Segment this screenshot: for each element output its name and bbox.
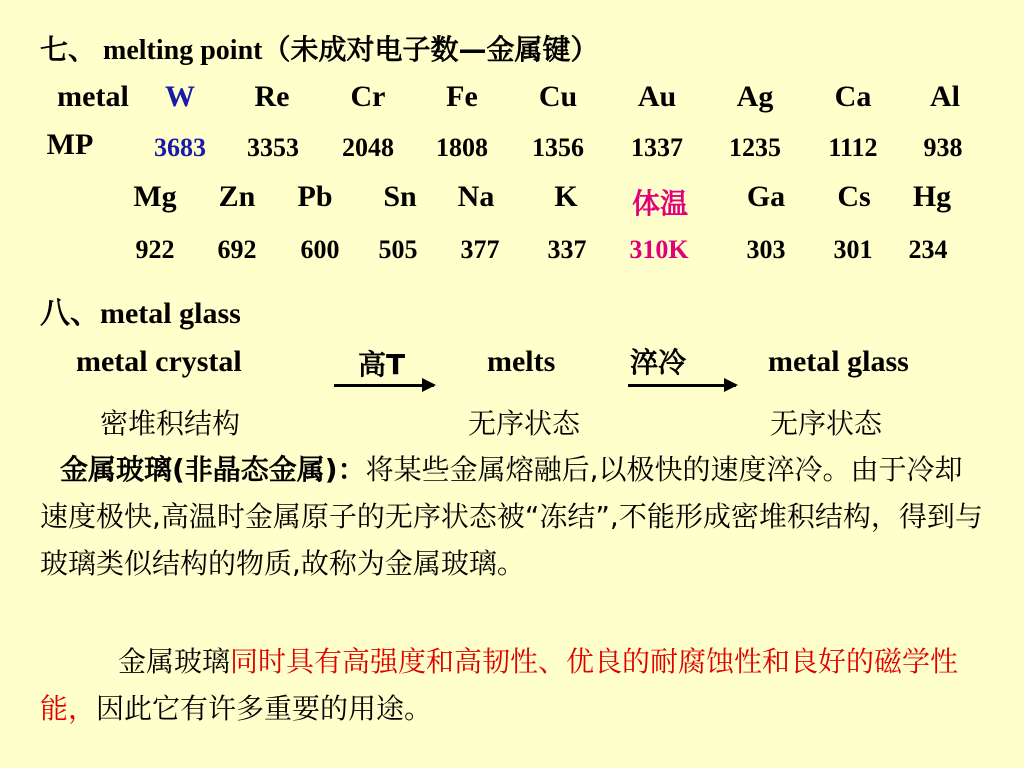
section7-cn-note: （未成对电子数—金属键）: [262, 33, 599, 66]
flow-quench: 淬冷: [630, 346, 687, 379]
mp-cell: 600: [300, 235, 340, 264]
mp-cell: 303: [746, 235, 786, 264]
paragraph-properties-highlight: 同时具有高强度和高韧性、优良的耐腐蚀性和良好的磁学性能，: [40, 645, 959, 725]
paragraph-properties-subject: 金属玻璃: [118, 645, 231, 678]
mp-cell: 922: [135, 235, 175, 264]
metal-cell: Cs: [837, 180, 871, 213]
section7-number: 七、: [40, 33, 97, 66]
paragraph-properties-tail: 因此它有许多重要的用途。: [96, 692, 433, 725]
mp-cell: 337: [547, 235, 587, 264]
paragraph-definition: [40, 446, 984, 587]
metal-cell: Ga: [746, 180, 786, 213]
flow-arrow-2: [628, 384, 736, 387]
metal-cell: Zn: [218, 180, 256, 213]
section7-heading: [40, 28, 599, 68]
mp-cell: 301: [833, 235, 873, 264]
metal-cell: Na: [457, 180, 495, 213]
paragraph-properties: [40, 638, 984, 732]
section8-number: 八、: [40, 296, 100, 331]
mp-cell: 3353: [247, 133, 299, 162]
metal-cell: Al: [930, 80, 960, 113]
mp-cell: 692: [217, 235, 257, 264]
paragraph-definition-lead: 金属玻璃(非晶态金属)：: [60, 453, 366, 486]
mp-cell: 377: [460, 235, 500, 264]
mp-cell: 1112: [828, 133, 878, 162]
mp-cell: 234: [908, 235, 948, 264]
metal-cell: W: [165, 80, 195, 113]
metal-cell: Hg: [912, 180, 952, 213]
paragraph-definition-body: 将某些金属熔融后,以极快的速度淬冷。由于冷却速度极快,高温时金属原子的无序状态被“冻结”,不能形成密堆积结构，得到与玻璃类似结构的物质,故称为金属玻璃。: [40, 453, 983, 580]
mp-cell: 3683: [154, 133, 206, 162]
metal-label: metal: [57, 80, 129, 113]
mp-cell: 1235: [729, 133, 781, 162]
metal-cell-body-temp: 体温: [631, 187, 689, 220]
state-disordered-glass: 无序状态: [770, 407, 883, 440]
mp-cell: 2048: [342, 133, 394, 162]
metals-row-1: [0, 80, 1024, 120]
flow-metal-glass: metal glass: [768, 345, 909, 378]
flow-melts: melts: [487, 345, 556, 378]
metal-cell: Pb: [297, 180, 333, 213]
metal-cell: Sn: [383, 180, 417, 213]
metal-cell: Ag: [736, 80, 774, 113]
mp-cell: 938: [923, 133, 963, 162]
flow-arrow-1: [334, 384, 434, 387]
section8-heading: [40, 288, 241, 332]
metal-cell: Re: [254, 80, 290, 113]
section7-title: melting point: [103, 35, 263, 66]
mp-label: MP: [46, 128, 94, 161]
metal-cell: Cr: [350, 80, 386, 113]
mp-cell: 1808: [436, 133, 488, 162]
metal-cell: Ca: [834, 80, 872, 113]
metal-cell: Au: [637, 80, 677, 113]
section8-title: metal glass: [100, 297, 241, 330]
mp-cell: 1337: [631, 133, 683, 162]
flow-metal-crystal: metal crystal: [76, 345, 242, 378]
metal-cell: Mg: [133, 180, 177, 213]
mp-cell: 505: [378, 235, 418, 264]
flow-high-t: 高T: [358, 348, 406, 381]
mp-cell-body-temp: 310K: [629, 235, 689, 264]
state-close-packed: 密堆积结构: [100, 407, 241, 440]
metal-cell: Fe: [446, 80, 478, 113]
mp-row-2: [0, 235, 1024, 275]
metal-cell: Cu: [538, 80, 578, 113]
metal-cell: K: [554, 180, 578, 213]
metals-row-2: [0, 180, 1024, 220]
flow-high-t-label: [358, 343, 405, 383]
mp-cell: 1356: [532, 133, 584, 162]
mp-row-1: [0, 128, 1024, 173]
state-disordered-melt: 无序状态: [468, 407, 581, 440]
